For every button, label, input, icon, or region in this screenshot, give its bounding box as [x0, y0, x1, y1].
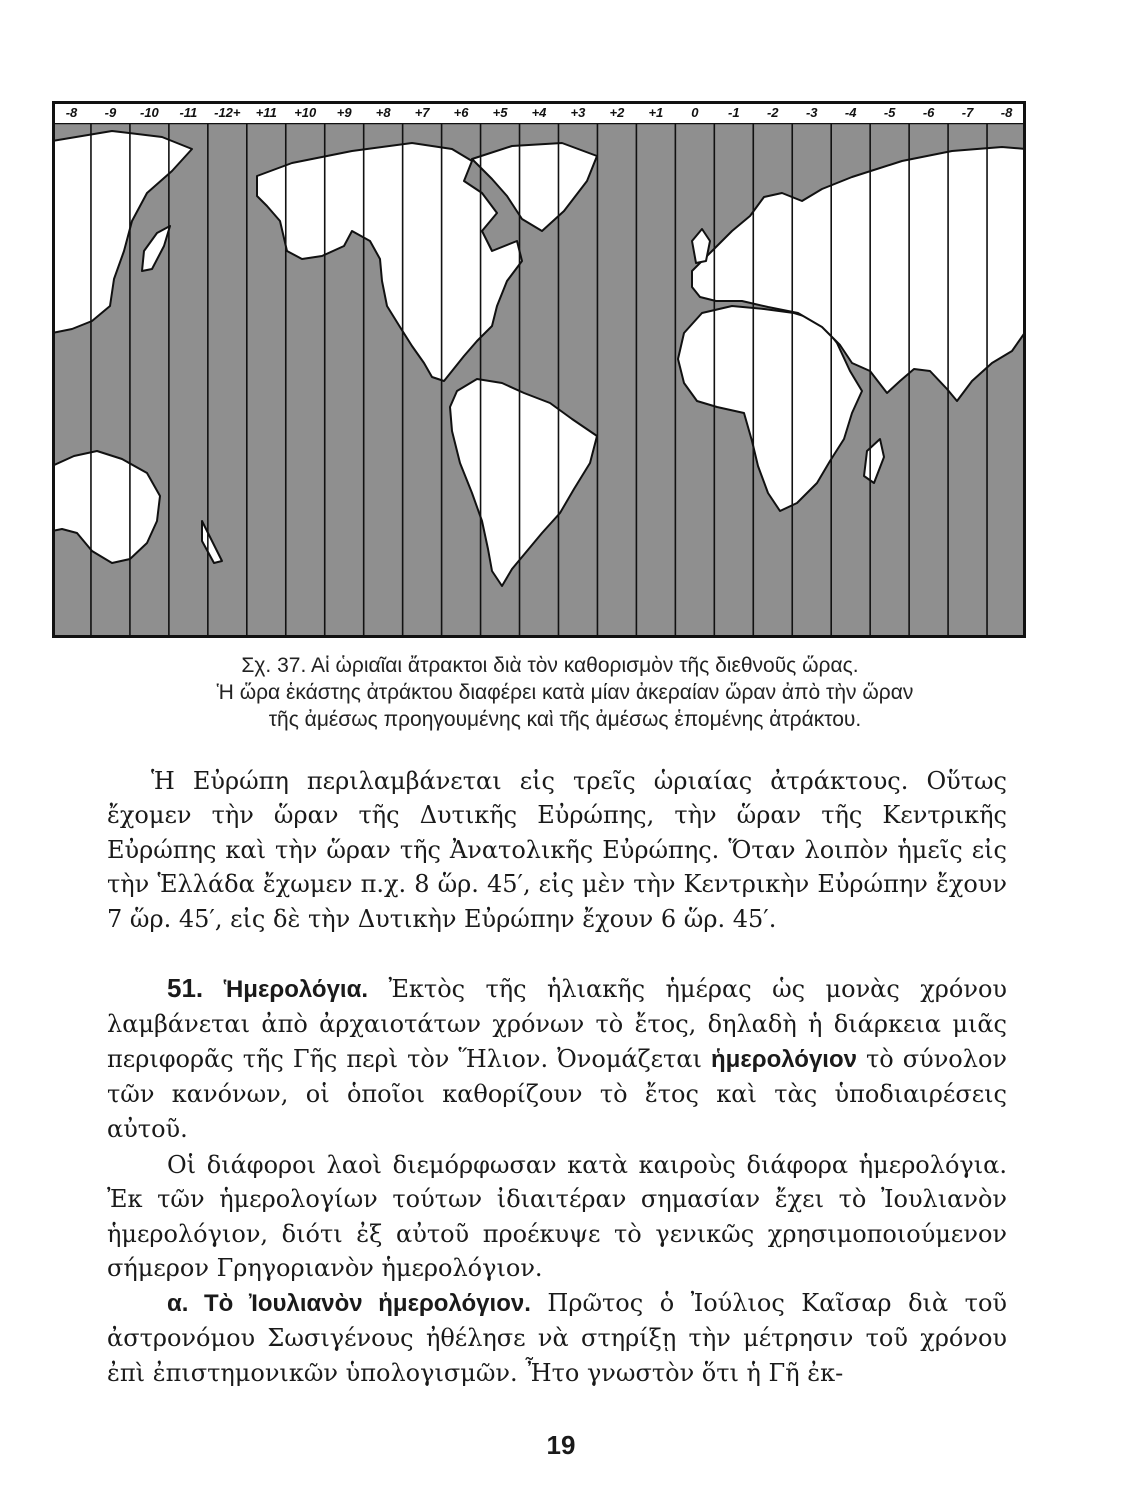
time-zone-label: +1: [648, 105, 664, 120]
time-zone-label: -6: [922, 105, 935, 120]
time-zone-label: +7: [414, 105, 430, 120]
time-zone-label: -8: [65, 105, 78, 120]
page-number: 19: [546, 1430, 576, 1460]
time-zone-label: -5: [883, 105, 896, 120]
time-zone-label: +2: [609, 105, 625, 120]
time-zone-label: +8: [375, 105, 391, 120]
caption-line: Σχ. 37. Αἱ ὡριαῖαι ἄτρακτοι διὰ τὸν καθορισμὸν τῆς διεθνοῦς ὥρας.: [241, 654, 859, 677]
time-zone-label: -10: [140, 105, 159, 120]
time-zone-label: -7: [961, 105, 974, 120]
time-zone-label: +11: [255, 105, 277, 120]
time-zone-label: -11: [179, 105, 198, 120]
time-zone-label: +4: [531, 105, 547, 120]
section-title: Ἡμερολόγια.: [223, 976, 369, 1003]
time-zone-map: [52, 101, 1026, 638]
world-map-graphic: [52, 101, 1026, 638]
time-zone-label: -4: [844, 105, 857, 120]
time-zone-label: +5: [492, 105, 508, 120]
section-number: 51.: [167, 973, 204, 1003]
figure-caption: [110, 652, 1020, 733]
time-zone-label: -12+: [214, 105, 241, 120]
paragraph-calendars: Οἱ διάφοροι λαοὶ διεμόρφωσαν κατὰ καιροὺς διάφορα ἡμερολόγια. Ἐκ τῶν ἡμερολογίων τούτων ἰδιαιτέραν σημασίαν ἔχει τὸ Ἰουλιανὸν ἡμερολόγιον, διότι ἐξ αὐτοῦ προέκυψε τὸ γενικῶς χρησιμοποιούμενον σήμερον Γρηγοριανὸν ἡμερολόγιον.: [107, 1151, 1007, 1283]
time-zone-label: +9: [336, 105, 352, 120]
time-zone-label: -1: [728, 105, 740, 120]
highlighted-term: ἡμερολόγιον: [710, 1045, 857, 1073]
section-51-paragraph: [107, 971, 1007, 1146]
caption-line: τῆς ἀμέσως προηγουμένης καὶ τῆς ἀμέσως ἑπομένης ἀτράκτου.: [268, 708, 862, 731]
time-zone-label: +10: [294, 105, 317, 120]
time-zone-label: -8: [1000, 105, 1013, 120]
paragraph-text: τὸ σύνολον τῶν κανόνων, οἱ ὁποῖοι καθορίζουν τὸ ἔτος καὶ τὰς ὑποδιαιρέσεις αὐτοῦ.: [107, 1044, 1007, 1143]
paragraph-text: Πρῶτος ὁ Ἰούλιος Καῖσαρ διὰ τοῦ ἀστρονόμου Σωσιγένους ἠθέλησε νὰ στηρίξῃ τὴν μέτρησιν τοῦ χρόνου ἐπὶ ἐπιστημονικῶν ὑπολογισμῶν. Ἦτο γνωστὸν ὅτι ἡ Γῆ ἐκ-: [107, 1289, 1007, 1387]
paragraph-text: Ἐκτὸς τῆς ἡλιακῆς ἡμέρας ὡς μονὰς χρόνου λαμβάνεται ἀπὸ ἀρχαιοτάτων χρόνων τὸ ἔτος, δηλαδὴ ἡ διάρκεια μιᾶς περιφορᾶς τῆς Γῆς περὶ τὸν Ἥλιον. Ὀνομάζεται: [107, 975, 1007, 1073]
subsection-title: α. Τὸ Ἰουλιανὸν ἡμερολόγιον.: [167, 1290, 531, 1317]
time-zone-labels: [52, 101, 1026, 123]
time-zone-label: -2: [766, 105, 779, 120]
time-zone-label: 0: [691, 105, 699, 120]
time-zone-label: +3: [570, 105, 586, 120]
caption-line: Ἡ ὥρα ἑκάστης ἀτράκτου διαφέρει κατὰ μίαν ἀκεραίαν ὥραν ἀπὸ τὴν ὥραν: [216, 681, 914, 704]
paragraph-europe-time-zones: Ἡ Εὐρώπη περιλαμβάνεται εἰς τρεῖς ὡριαίας ἀτράκτους. Οὕτως ἔχομεν τὴν ὥραν τῆς Δυτικῆς Εὐρώπης, τὴν ὥραν τῆς Κεντρικῆς Εὐρώπης καὶ τὴν ὥραν τῆς Ἀνατολικῆς Εὐρώπης. Ὅταν λοιπὸν ἡμεῖς εἰς τὴν Ἑλλάδα ἔχωμεν π.χ. 8 ὥρ. 45′, εἰς μὲν τὴν Κεντρικὴν Εὐρώπην ἔχουν 7 ὥρ. 45′, εἰς δὲ τὴν Δυτικὴν Εὐρώπην ἔχουν 6 ὥρ. 45′.: [107, 767, 1007, 933]
time-zone-label: +6: [453, 105, 469, 120]
subsection-julian-paragraph: [107, 1286, 1007, 1390]
time-zone-label: -3: [805, 105, 818, 120]
time-zone-label: -9: [104, 105, 117, 120]
